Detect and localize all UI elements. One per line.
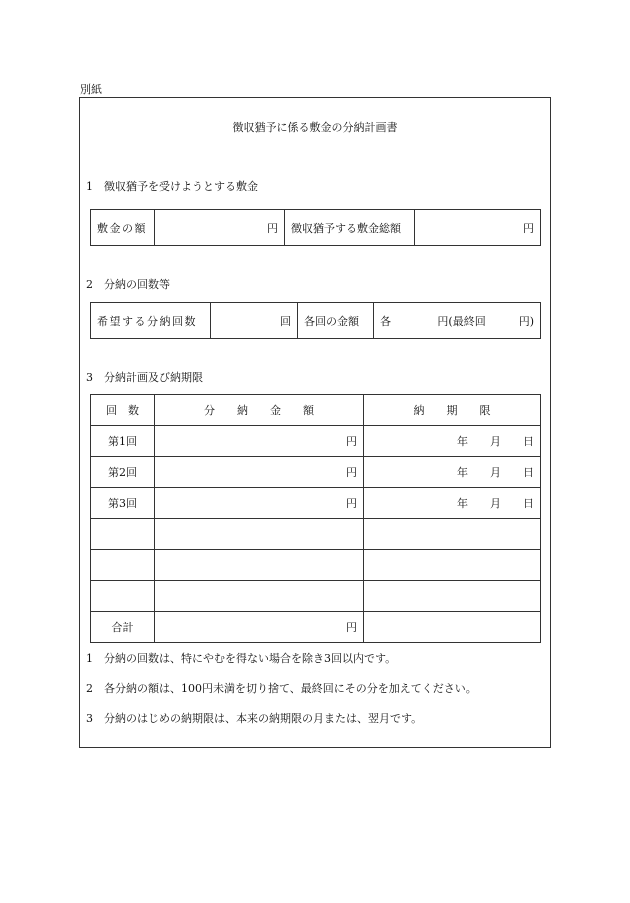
installment-count-table	[90, 302, 541, 339]
header-label: 別紙	[80, 83, 102, 96]
section1-heading: 1 徴収猶予を受けようとする敷金	[86, 180, 258, 193]
section2-heading: 2 分納の回数等	[86, 278, 170, 291]
row-label: 第2回	[91, 457, 155, 488]
amount-field[interactable]: 円	[155, 457, 364, 488]
note-1: 1 分納の回数は、特にやむを得ない場合を除き3回以内です。	[86, 652, 397, 665]
table-row	[91, 581, 541, 612]
deferred-total-label: 徴収猶予する敷金総額	[285, 210, 415, 246]
note-2: 2 各分納の額は、100円未満を切り捨て、最終回にその分を加えてください。	[86, 682, 477, 695]
deposit-amount-table	[90, 209, 541, 246]
total-label: 合計	[91, 612, 155, 643]
due-date-field[interactable]: 年 月 日	[364, 457, 541, 488]
table-row	[91, 519, 541, 550]
amount-field[interactable]: 円	[155, 488, 364, 519]
installment-plan-table	[90, 394, 541, 643]
section3-heading: 3 分納計画及び納期限	[86, 371, 203, 384]
due-date-field[interactable]	[364, 550, 541, 581]
total-amount-field[interactable]: 円	[155, 612, 364, 643]
table-row	[91, 550, 541, 581]
amount-field[interactable]	[155, 550, 364, 581]
each-amount-label: 各回の金額	[298, 303, 374, 339]
row-label[interactable]	[91, 581, 155, 612]
each-amount-field[interactable]	[374, 303, 541, 339]
note-3: 3 分納のはじめの納期限は、本来の納期限の月または、翌月です。	[86, 712, 423, 725]
table-row	[91, 457, 541, 488]
row-label: 第1回	[91, 426, 155, 457]
amount-field[interactable]	[155, 581, 364, 612]
table-row	[91, 488, 541, 519]
installment-count-label: 希望する分納回数	[91, 303, 211, 339]
table-row	[91, 426, 541, 457]
due-date-field[interactable]	[364, 519, 541, 550]
amount-field[interactable]	[155, 519, 364, 550]
row-label[interactable]	[91, 519, 155, 550]
due-date-field[interactable]	[364, 581, 541, 612]
row-label: 第3回	[91, 488, 155, 519]
total-due-date-cell	[364, 612, 541, 643]
column-header-count: 回 数	[91, 395, 155, 426]
due-date-field[interactable]: 年 月 日	[364, 426, 541, 457]
due-date-field[interactable]: 年 月 日	[364, 488, 541, 519]
deferred-total-field[interactable]: 円	[415, 210, 541, 246]
row-label[interactable]	[91, 550, 155, 581]
installment-count-field[interactable]: 回	[211, 303, 298, 339]
form-title: 徴収猶予に係る敷金の分納計画書	[232, 121, 398, 134]
column-header-due-date: 納 期 限	[364, 395, 541, 426]
total-row	[91, 612, 541, 643]
deposit-amount-field[interactable]: 円	[155, 210, 285, 246]
column-header-amount: 分 納 金 額	[155, 395, 364, 426]
deposit-amount-label: 敷金の額	[91, 210, 155, 246]
each-amount-prefix: 各	[380, 314, 391, 328]
each-amount-suffix: 円(最終回 円)	[437, 314, 534, 328]
amount-field[interactable]: 円	[155, 426, 364, 457]
